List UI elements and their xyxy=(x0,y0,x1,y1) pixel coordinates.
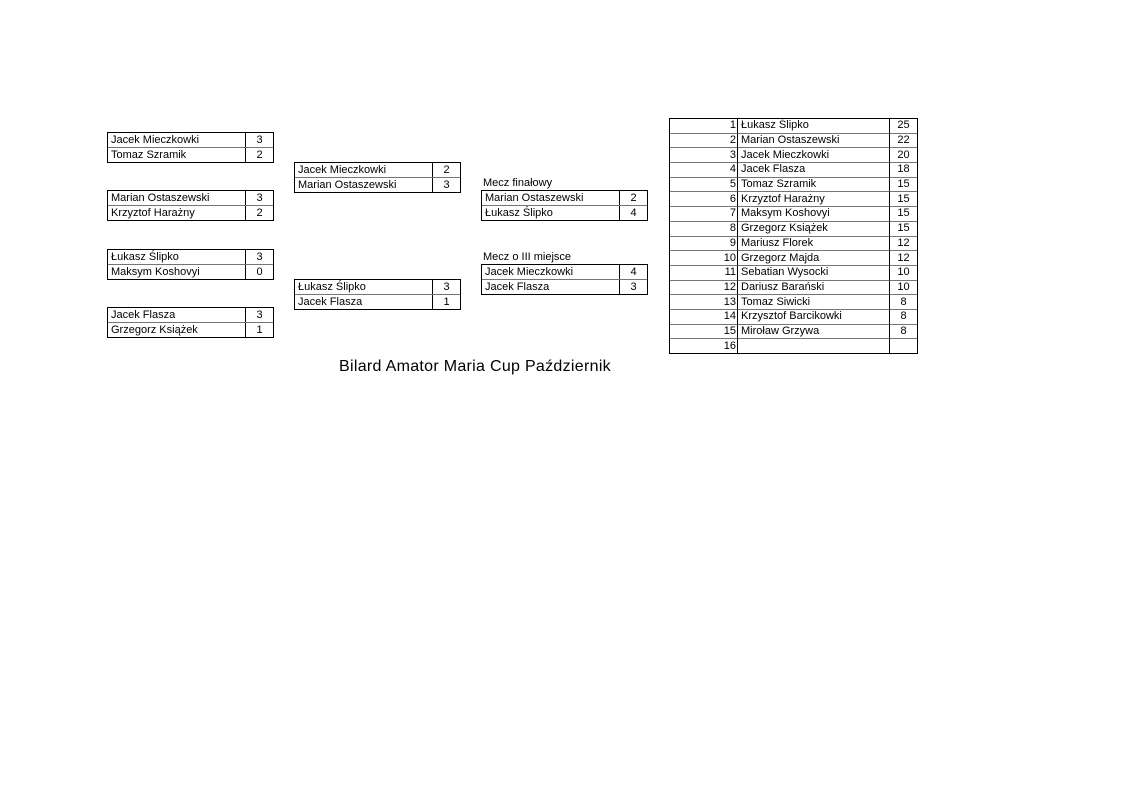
match-row xyxy=(108,147,273,162)
ranking-points-cell: 25 xyxy=(890,119,917,134)
ranking-rank-cell: 13 xyxy=(670,295,738,310)
ranking-rank-cell: 9 xyxy=(670,237,738,252)
match-row xyxy=(295,163,460,177)
ranking-name-cell: Jacek Mieczkowki xyxy=(738,148,890,163)
ranking-row xyxy=(670,134,917,149)
ranking-row xyxy=(670,266,917,281)
ranking-name-cell: Marian Ostaszewski xyxy=(738,134,890,149)
player-score-cell: 4 xyxy=(619,265,647,279)
match-row xyxy=(482,279,647,294)
ranking-name-cell: Tomaz Siwicki xyxy=(738,295,890,310)
ranking-name-cell: Dariusz Barański xyxy=(738,281,890,296)
ranking-name-cell: Łukasz Ślipko xyxy=(738,119,890,134)
player-name-cell: Marian Ostaszewski xyxy=(485,192,584,204)
ranking-row xyxy=(670,281,917,296)
player-score-cell: 3 xyxy=(432,178,460,192)
ranking-points-cell xyxy=(890,339,917,353)
player-score-cell: 2 xyxy=(432,163,460,177)
player-name-cell: Marian Ostaszewski xyxy=(298,179,397,191)
ranking-points-cell: 15 xyxy=(890,222,917,237)
ranking-rank-cell: 12 xyxy=(670,281,738,296)
ranking-row xyxy=(670,192,917,207)
bracket-third-place-match xyxy=(481,264,648,295)
player-name-cell: Maksym Koshovyi xyxy=(111,266,200,278)
ranking-row xyxy=(670,339,917,353)
match-row xyxy=(295,177,460,192)
player-score-cell: 2 xyxy=(245,206,273,220)
ranking-rank-cell: 7 xyxy=(670,207,738,222)
player-name-cell: Jacek Flasza xyxy=(298,296,363,308)
ranking-rank-cell: 2 xyxy=(670,134,738,149)
ranking-points-cell: 15 xyxy=(890,207,917,222)
ranking-rank-cell: 3 xyxy=(670,148,738,163)
tournament-title: Bilard Amator Maria Cup Październik xyxy=(339,358,611,375)
ranking-rank-cell: 4 xyxy=(670,163,738,178)
player-name-cell: Jacek Flasza xyxy=(111,309,176,321)
player-name-cell: Krzyztof Harażny xyxy=(111,207,195,219)
bracket-round1-match-3 xyxy=(107,249,274,280)
ranking-table xyxy=(669,118,918,354)
ranking-name-cell xyxy=(738,339,890,353)
player-score-cell: 3 xyxy=(245,308,273,322)
player-score-cell: 0 xyxy=(245,265,273,279)
match-row xyxy=(108,308,273,322)
ranking-points-cell: 12 xyxy=(890,251,917,266)
ranking-rank-cell: 15 xyxy=(670,325,738,340)
player-name-cell: Jacek Mieczkowki xyxy=(111,134,200,146)
ranking-row xyxy=(670,163,917,178)
ranking-row xyxy=(670,237,917,252)
player-name-cell: Grzegorz Książek xyxy=(111,324,198,336)
ranking-name-cell: Jacek Flasza xyxy=(738,163,890,178)
player-score-cell: 3 xyxy=(432,280,460,294)
match-row xyxy=(108,264,273,279)
match-row xyxy=(482,191,647,205)
match-row xyxy=(295,294,460,309)
ranking-name-cell: Miroław Grzywa xyxy=(738,325,890,340)
ranking-row xyxy=(670,325,917,340)
ranking-name-cell: Sebatian Wysocki xyxy=(738,266,890,281)
ranking-name-cell: Mariusz Florek xyxy=(738,237,890,252)
player-score-cell: 1 xyxy=(432,295,460,309)
final-match-label: Mecz finałowy xyxy=(483,177,553,189)
match-row xyxy=(108,205,273,220)
ranking-rank-cell: 14 xyxy=(670,310,738,325)
bracket-semifinal-2 xyxy=(294,279,461,310)
ranking-points-cell: 18 xyxy=(890,163,917,178)
ranking-rank-cell: 11 xyxy=(670,266,738,281)
ranking-points-cell: 12 xyxy=(890,237,917,252)
ranking-rank-cell: 8 xyxy=(670,222,738,237)
player-score-cell: 2 xyxy=(619,191,647,205)
ranking-row xyxy=(670,207,917,222)
ranking-name-cell: Krzyztof Harażny xyxy=(738,192,890,207)
ranking-rank-cell: 16 xyxy=(670,339,738,353)
ranking-points-cell: 8 xyxy=(890,325,917,340)
ranking-rank-cell: 1 xyxy=(670,119,738,134)
player-score-cell: 3 xyxy=(245,250,273,264)
bracket-final-match xyxy=(481,190,648,221)
player-name-cell: Jacek Flasza xyxy=(485,281,550,293)
ranking-rank-cell: 5 xyxy=(670,178,738,193)
player-name-cell: Tomaz Szramik xyxy=(111,149,187,161)
ranking-points-cell: 15 xyxy=(890,192,917,207)
bracket-round1-match-1 xyxy=(107,132,274,163)
player-score-cell: 3 xyxy=(245,133,273,147)
ranking-name-cell: Grzegorz Książek xyxy=(738,222,890,237)
player-score-cell: 2 xyxy=(245,148,273,162)
bracket-round1-match-2 xyxy=(107,190,274,221)
ranking-name-cell: Krzysztof Barcikowki xyxy=(738,310,890,325)
ranking-points-cell: 8 xyxy=(890,310,917,325)
player-name-cell: Jacek Mieczkowki xyxy=(298,164,387,176)
ranking-name-cell: Tomaz Szramik xyxy=(738,178,890,193)
ranking-row xyxy=(670,310,917,325)
player-score-cell: 4 xyxy=(619,206,647,220)
player-score-cell: 3 xyxy=(619,280,647,294)
ranking-name-cell: Grzegorz Majda xyxy=(738,251,890,266)
third-place-label: Mecz o III miejsce xyxy=(483,251,572,263)
ranking-points-cell: 8 xyxy=(890,295,917,310)
ranking-row xyxy=(670,148,917,163)
ranking-row xyxy=(670,178,917,193)
match-row xyxy=(108,191,273,205)
ranking-row xyxy=(670,119,917,134)
ranking-points-cell: 22 xyxy=(890,134,917,149)
player-score-cell: 3 xyxy=(245,191,273,205)
bracket-round1-match-4 xyxy=(107,307,274,338)
ranking-points-cell: 15 xyxy=(890,178,917,193)
player-name-cell: Łukasz Ślipko xyxy=(485,207,553,219)
match-row xyxy=(482,265,647,279)
match-row xyxy=(482,205,647,220)
match-row xyxy=(108,133,273,147)
ranking-rank-cell: 6 xyxy=(670,192,738,207)
ranking-points-cell: 10 xyxy=(890,266,917,281)
ranking-rank-cell: 10 xyxy=(670,251,738,266)
ranking-row xyxy=(670,222,917,237)
ranking-row xyxy=(670,295,917,310)
match-row xyxy=(108,322,273,337)
player-name-cell: Jacek Mieczkowki xyxy=(485,266,574,278)
ranking-row xyxy=(670,251,917,266)
player-score-cell: 1 xyxy=(245,323,273,337)
match-row xyxy=(295,280,460,294)
ranking-name-cell: Maksym Koshovyi xyxy=(738,207,890,222)
ranking-points-cell: 10 xyxy=(890,281,917,296)
player-name-cell: Łukasz Ślipko xyxy=(111,251,179,263)
player-name-cell: Marian Ostaszewski xyxy=(111,192,210,204)
match-row xyxy=(108,250,273,264)
ranking-points-cell: 20 xyxy=(890,148,917,163)
bracket-semifinal-1 xyxy=(294,162,461,193)
player-name-cell: Łukasz Ślipko xyxy=(298,281,366,293)
